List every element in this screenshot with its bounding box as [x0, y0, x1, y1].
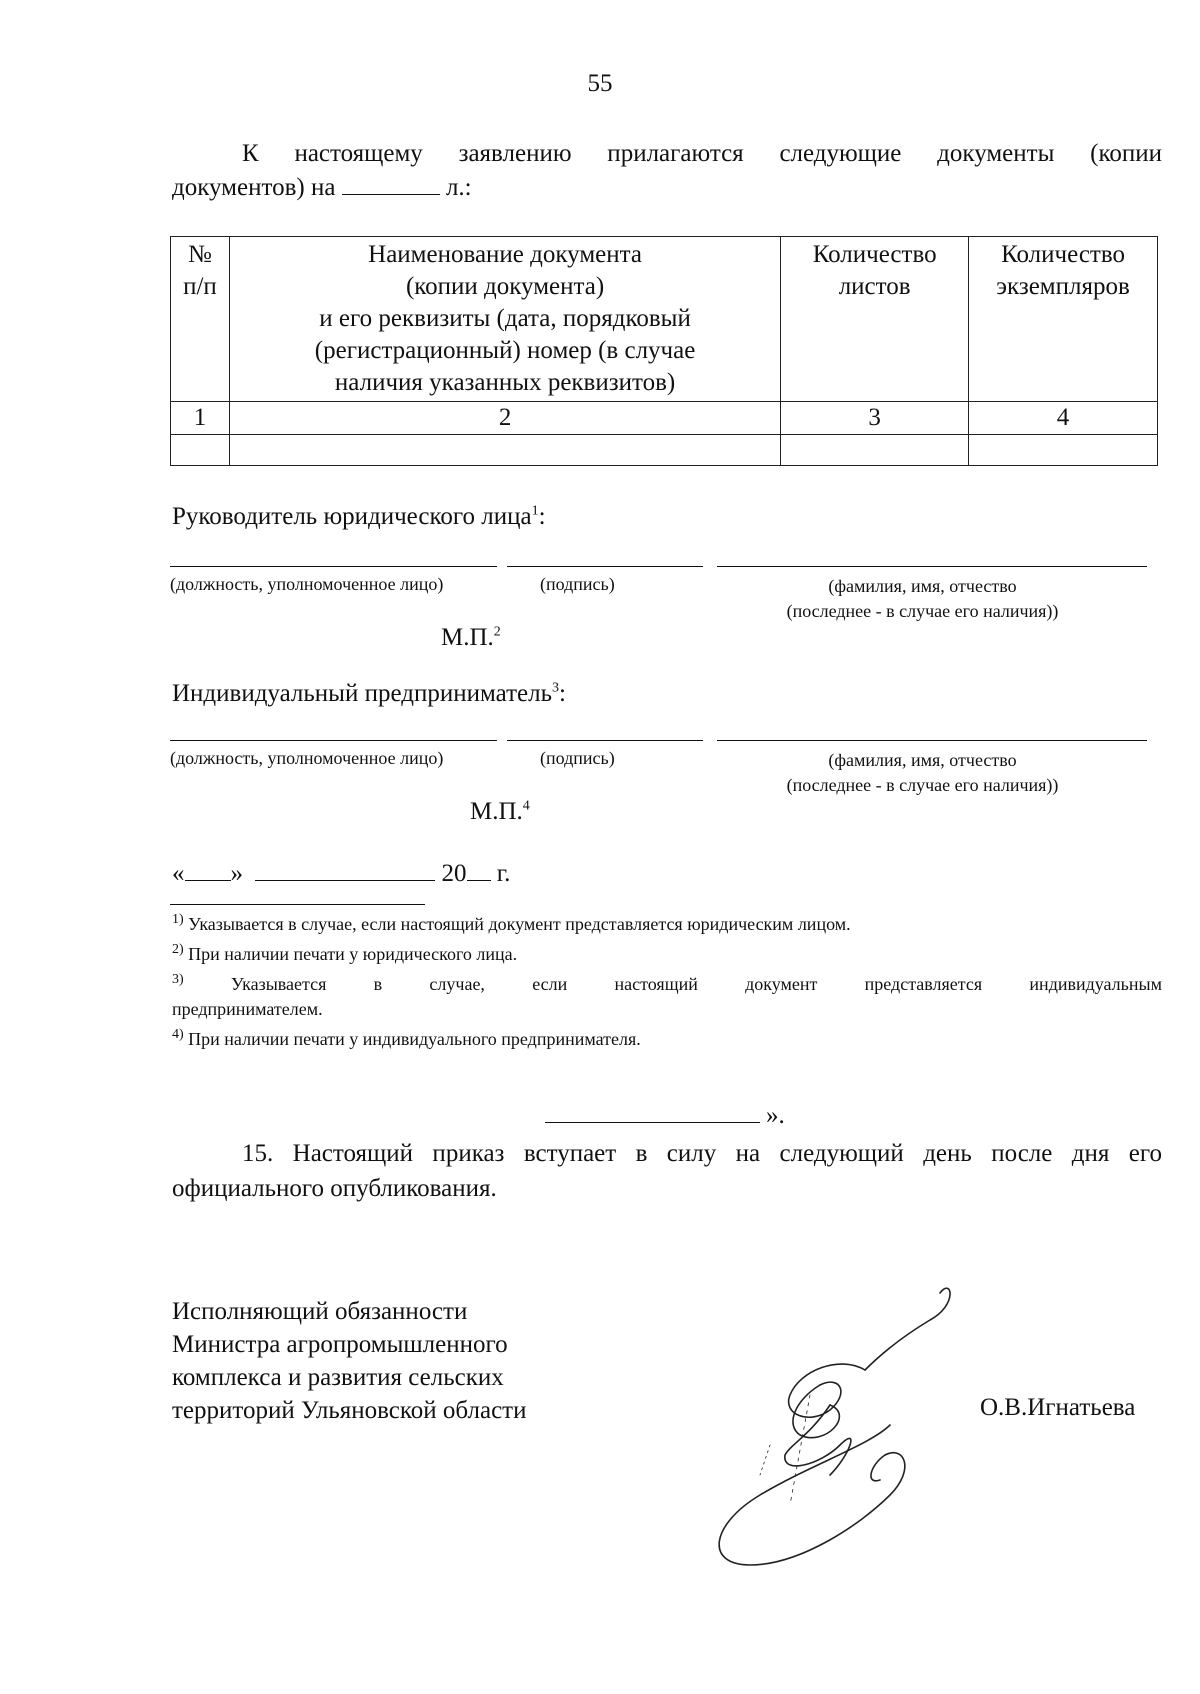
footnote-text: Указывается в случае, если настоящий документ представляется индивидуальным	[230, 974, 1162, 994]
footnote-mark: 2)	[172, 942, 184, 957]
handwritten-signature	[690, 1275, 970, 1575]
paragraph-15-line-2: официального опубликования.	[172, 1175, 497, 1202]
column-number-3: 3	[781, 402, 969, 435]
stamp-place	[470, 798, 530, 826]
header-sheets-count: Количество листов	[781, 237, 969, 402]
signature-label: (подпись)	[540, 574, 615, 594]
column-number-2: 2	[229, 402, 780, 435]
footnote-ref: 2	[493, 624, 501, 640]
position-label: (должность, уполномоченное лицо)	[170, 748, 444, 768]
closing-quote-line	[545, 1098, 785, 1130]
entrepreneur-heading-text: Индивидуальный предприниматель	[172, 680, 552, 707]
name-line	[717, 740, 1147, 741]
full-name-label-line-1: (фамилия, имя, отчество	[828, 750, 1017, 770]
footnote-mark: 1)	[172, 912, 184, 927]
footnote-ref: 3	[551, 680, 559, 696]
signature-label: (подпись)	[540, 748, 615, 768]
signature-line	[507, 740, 703, 741]
footnote-text: Указывается в случае, если настоящий документ представляется юридическим лицом.	[188, 914, 851, 934]
legal-entity-heading	[172, 503, 546, 531]
column-number-4: 4	[969, 402, 1158, 435]
month-blank	[255, 856, 435, 881]
header-number: № п/п	[171, 237, 230, 402]
page-number: 55	[587, 70, 613, 97]
legal-entity-heading-text: Руководитель юридического лица	[172, 503, 532, 530]
official-title-line: комплекса и развития сельских	[172, 1364, 504, 1391]
date-open-quote: «	[172, 860, 185, 887]
intro-line-2-before: документов) на	[172, 174, 336, 201]
position-line	[170, 566, 497, 567]
footnotes	[172, 907, 1162, 1052]
stamp-place-text: М.П.	[441, 624, 494, 651]
full-name-label	[700, 574, 1145, 624]
footnote-ref: 4	[522, 798, 530, 814]
paragraph-15	[172, 1136, 1162, 1206]
year-prefix: 20	[441, 860, 467, 887]
footnote-ref: 1	[531, 503, 539, 519]
intro-line-1: К настоящему заявлению прилагаются следующие документы (копии	[242, 140, 1162, 167]
footnote-4	[172, 1022, 1162, 1052]
official-title	[172, 1295, 526, 1427]
date-line	[172, 856, 510, 888]
header-copies-count: Количество экземпляров	[969, 237, 1158, 402]
closing-blank	[545, 1098, 760, 1123]
sheets-count-blank	[342, 170, 440, 195]
full-name-label-line-2: (последнее - в случае его наличия))	[786, 775, 1059, 795]
paragraph-15-line-1: 15. Настоящий приказ вступает в силу на следующий день после дня его	[242, 1140, 1162, 1167]
intro-paragraph	[172, 137, 1162, 204]
closing-quote: ».	[766, 1102, 785, 1129]
footnote-2	[172, 937, 1162, 967]
table-cell	[781, 435, 969, 466]
footnote-text: При наличии печати у индивидуального предпринимателя.	[188, 1029, 641, 1049]
table-cell	[229, 435, 780, 466]
footnote-3-continuation: предпринимателем.	[172, 999, 323, 1019]
footnote-mark: 4)	[172, 1027, 184, 1042]
official-title-line: Министра агропромышленного	[172, 1331, 508, 1358]
documents-table	[170, 236, 1158, 466]
footnote-1	[172, 907, 1162, 937]
official-title-line: Исполняющий обязанности	[172, 1298, 468, 1325]
footnote-3	[172, 967, 1162, 997]
position-line	[170, 740, 497, 741]
footnote-separator	[170, 904, 425, 905]
name-line	[717, 566, 1147, 567]
day-blank	[185, 856, 231, 881]
signature-line	[507, 566, 703, 567]
table-cell	[171, 435, 230, 466]
official-title-line: территорий Ульяновской области	[172, 1397, 527, 1424]
table-cell	[969, 435, 1158, 466]
signer-name: О.В.Игнатьева	[980, 1394, 1136, 1421]
header-document-name: Наименование документа (копии документа) и его реквизиты (дата, порядковый (регистрационный) номер (в случае наличия указанных реквизитов)	[229, 237, 780, 402]
year-blank	[467, 856, 491, 881]
heading-colon: :	[558, 680, 566, 707]
full-name-label-line-2: (последнее - в случае его наличия))	[786, 601, 1059, 621]
column-number-1: 1	[171, 402, 230, 435]
stamp-place	[441, 624, 501, 652]
table-header-row	[171, 237, 1158, 402]
year-suffix: г.	[496, 860, 511, 887]
position-label: (должность, уполномоченное лицо)	[170, 574, 444, 594]
full-name-label-line-1: (фамилия, имя, отчество	[828, 576, 1017, 596]
intro-line-2	[172, 170, 1162, 204]
table-column-numbers-row	[171, 402, 1158, 435]
footnote-mark: 3)	[172, 972, 184, 987]
table-row	[171, 435, 1158, 466]
footnote-text: При наличии печати у юридического лица.	[188, 944, 518, 964]
intro-line-2-after: л.:	[445, 174, 472, 201]
date-close-quote: »	[230, 860, 243, 887]
entrepreneur-heading	[172, 680, 566, 708]
heading-colon: :	[538, 503, 546, 530]
stamp-place-text: М.П.	[470, 798, 523, 825]
full-name-label	[700, 748, 1145, 798]
